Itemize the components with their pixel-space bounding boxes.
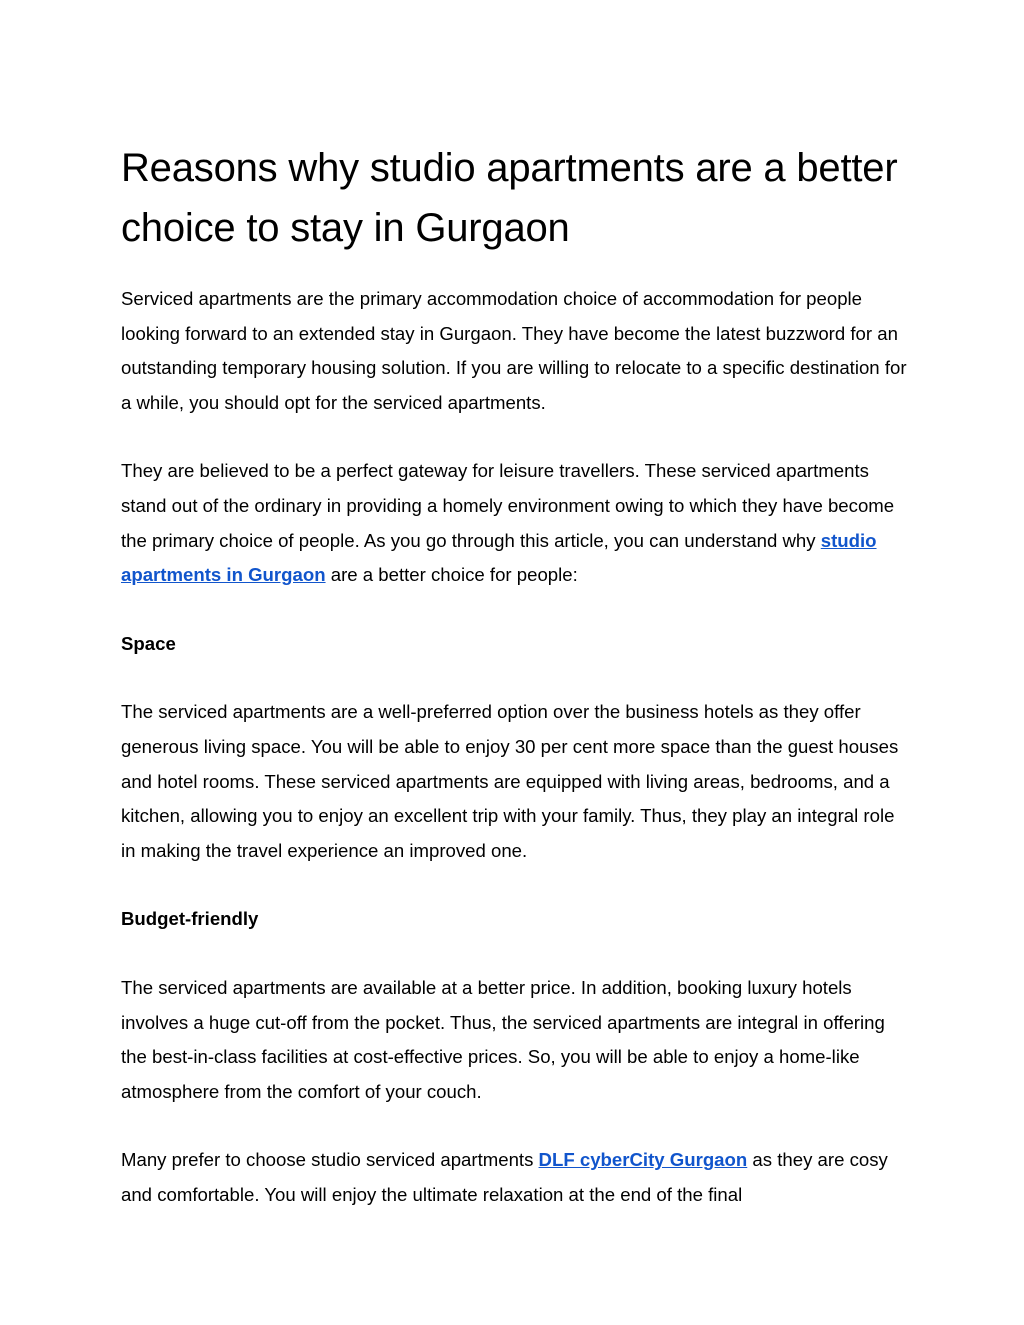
document-page — [121, 138, 911, 1246]
paragraph-gateway — [121, 454, 911, 592]
section-body-space: The serviced apartments are a well-preferred option over the business hotels as they offer generous living space. You will be able to enjoy 30 per cent more space than the guest houses and hotel rooms. These serviced apartments are equipped with living areas, bedrooms, and a kitchen, allowing you to enjoy an excellent trip with your family. Thus, they play an integral role in making the travel experience an improved one. — [121, 701, 899, 861]
paragraph-gateway-text-end: are a better choice for people: — [325, 564, 578, 586]
paragraph-gateway-text: They are believed to be a perfect gateway for leisure travellers. These serviced apartments stand out of the ordinary in providing a homely environment owing to which they have become the primary choice of people. As you go through this article, you can understand why — [121, 460, 895, 551]
document-title: Reasons why studio apartments are a better choice to stay in Gurgaon — [121, 146, 898, 250]
paragraph-cybercity-text: Many prefer to choose studio serviced apartments — [121, 1149, 539, 1171]
section-body-budget: The serviced apartments are available at a better price. In addition, booking luxury hotels involves a huge cut-off from the pocket. Thus, the serviced apartments are integral in offering the best-in-class facilities at cost-effective prices. So, you will be able to enjoy a home-like atmosphere from the comfort of your couch. — [121, 976, 885, 1102]
intro-paragraph: Serviced apartments are the primary accommodation choice of accommodation for people looking forward to an extended stay in Gurgaon. They have become the latest buzzword for an outstanding temporary housing solution. If you are willing to relocate to a specific destination for a while, you should opt for the serviced apartments. — [121, 288, 907, 413]
paragraph-cybercity — [121, 1143, 911, 1212]
studio-apartments-link[interactable]: studio apartments in Gurgaon — [121, 529, 877, 586]
dlf-cybercity-link[interactable]: DLF cyberCity Gurgaon — [538, 1149, 748, 1171]
section-heading-budget: Budget-friendly — [121, 908, 259, 930]
section-heading-space: Space — [121, 632, 176, 654]
paragraph-cybercity-text-end: as they are cosy and comfortable. You will enjoy the ultimate relaxation at the end of the final — [121, 1149, 888, 1205]
